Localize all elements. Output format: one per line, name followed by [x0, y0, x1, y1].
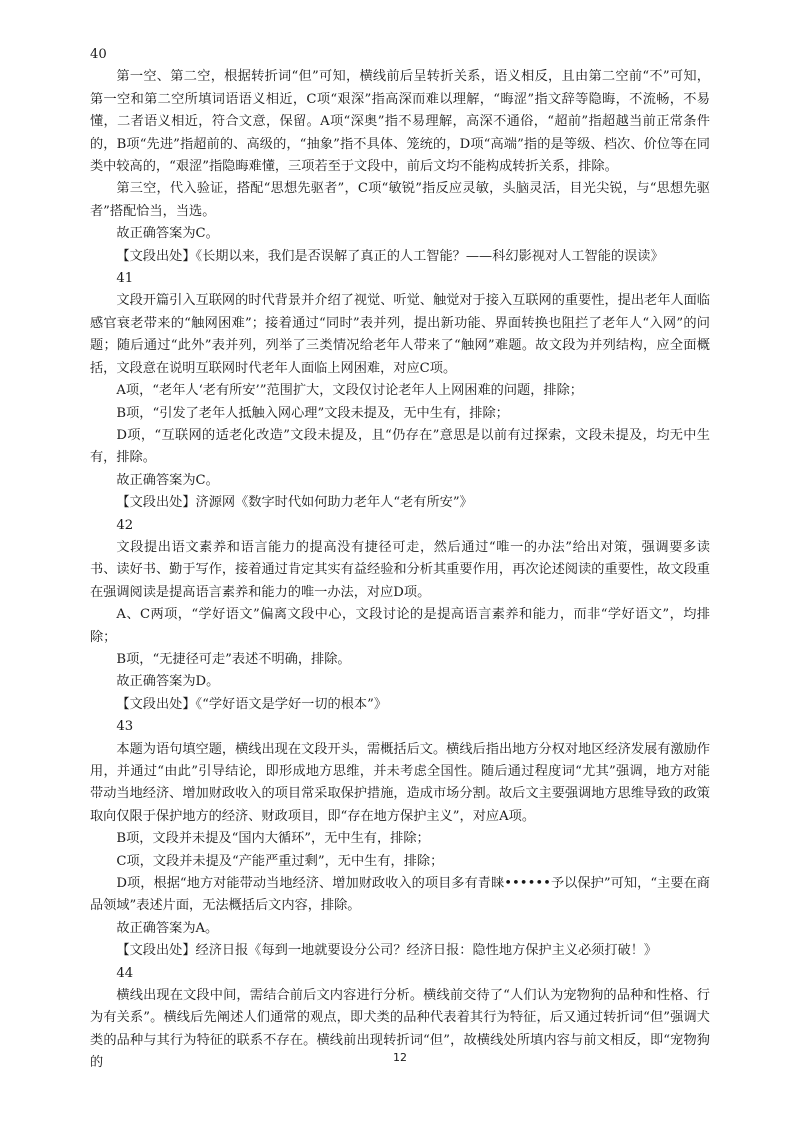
- paragraph: 第一空、第二空，根据转折词“但”可知，横线前后呈转折关系，语义相反，且由第二空前“不”可知，第一空和第二空所填词语语义相近，C项“艰深”指高深而难以理解，“晦涩”指文辞等隐晦，不流畅，不易懂，二者语义相近，符合文意，保留。A项“深奥”指不易理解，高深不通俗，“超前”指超越当前正常条件的，B项“先进”指超前的、高级的，“抽象”指不具体、笼统的，D项“高端”指的是等级、档次、价位等在同类中较高的，“艰涩”指隐晦难懂，三项若至于文段中，前后文均不能构成转折关系，排除。: [90, 69, 710, 175]
- page-number: 12: [393, 1051, 407, 1064]
- question-42: [90, 515, 710, 717]
- option-analysis: D项，根据“地方对能带动当地经济、增加财政收入的项目多有青睐••••••予以保护”可知，“主要在商品领域”表述片面，无法概括后文内容，排除。: [90, 876, 710, 914]
- question-40: [90, 44, 710, 268]
- option-analysis: B项，“引发了老年人抵触入网心理”文段未提及，无中生有，排除；: [116, 405, 509, 421]
- question-number: 41: [116, 271, 134, 287]
- page-content: [90, 44, 710, 1075]
- question-41: [90, 268, 710, 514]
- answer-line: 故正确答案为A。: [116, 920, 219, 936]
- option-analysis: B项，文段并未提及“国内大循环”，无中生有，排除；: [116, 831, 430, 847]
- source-line: 【文段出处】《“学好语文是学好一切的根本”》: [116, 696, 388, 712]
- question-43: [90, 716, 710, 962]
- option-analysis: C项，文段并未提及“产能严重过剩”，无中生有，排除；: [116, 853, 444, 869]
- answer-line: 故正确答案为D。: [116, 674, 220, 690]
- option-analysis: B项，“无捷径可走”表述不明确，排除。: [116, 651, 351, 667]
- option-analysis: A、C两项，“学好语文”偏离文段中心，文段讨论的是提高语言素养和能力，而非“学好语文”，均排除；: [90, 607, 710, 645]
- paragraph: 文段提出语文素养和语言能力的提高没有捷径可走，然后通过“唯一的办法”给出对策，强调要多读书、读好书、勤于写作，接着通过肯定其实有益经验和分析其重要作用，再次论述阅读的重要性，故文段重在强调阅读是提高语言素养和能力的唯一办法，对应D项。: [90, 539, 710, 600]
- question-number: 43: [116, 719, 134, 735]
- answer-line: 故正确答案为C。: [116, 226, 219, 242]
- question-number: 42: [116, 517, 134, 533]
- question-number: 40: [90, 47, 107, 62]
- answer-line: 故正确答案为C。: [116, 472, 219, 488]
- option-analysis: A项，“老年人‘老有所安’”范围扩大，文段仅讨论老年人上网困难的问题，排除；: [116, 383, 583, 399]
- source-line: 【文段出处】济源网《数字时代如何助力老年人“老有所安”》: [116, 495, 473, 511]
- paragraph: 文段开篇引入互联网的时代背景并介绍了视觉、听觉、触觉对于接入互联网的重要性，提出老年人面临感官衰老带来的“触网困难”；接着通过“同时”表并列，提出新功能、界面转换也阻拦了老年人“入网”的问题；随后通过“此外”表并列，列举了三类情况给老年人带来了“触网”难题。故文段为并列结构，应全面概括，文段意在说明互联网时代老年人面临上网困难，对应C项。: [90, 293, 710, 376]
- source-line: 【文段出处】经济日报《每到一地就要设分公司？经济日报：隐性地方保护主义必须打破！》: [116, 943, 658, 959]
- paragraph: 本题为语句填空题，横线出现在文段开头，需概括后文。横线后指出地方分权对地区经济发展有激励作用，并通过“由此”引导结论，即形成地方思维，并未考虑全国性。随后通过程度词“尤其”强调，地方对能带动当地经济、增加财政收入的项目常采取保护措施，造成市场分割。故后文主要强调地方思维导致的政策取向仅限于保护地方的经济、财政项目，即“存在地方保护主义”，对应A项。: [90, 741, 710, 824]
- question-number: 44: [116, 965, 134, 981]
- paragraph: 第三空，代入验证，搭配“思想先驱者”，C项“敏锐”指反应灵敏，头脑灵活，目光尖锐，与“思想先驱者”搭配恰当，当选。: [90, 181, 710, 219]
- paragraph: 横线出现在文段中间，需结合前后文内容进行分析。横线前交待了“人们认为宠物狗的品种和性格、行为有关系”。横线后先阐述人们通常的观点，即犬类的品种代表着其行为特征，后又通过转折词“但”强调犬类的品种与其行为特征的联系不存在。横线前出现转折词“但”，故横线处所填内容与前文相反，即“宠物狗的: [90, 988, 710, 1071]
- option-analysis: D项，“互联网的适老化改造”文段未提及，且“仍存在”意思是以前有过探索，文段未提及，均无中生有，排除。: [90, 427, 710, 466]
- source-line: 【文段出处】《长期以来，我们是否误解了真正的人工智能？——科幻影视对人工智能的误读》: [116, 248, 664, 264]
